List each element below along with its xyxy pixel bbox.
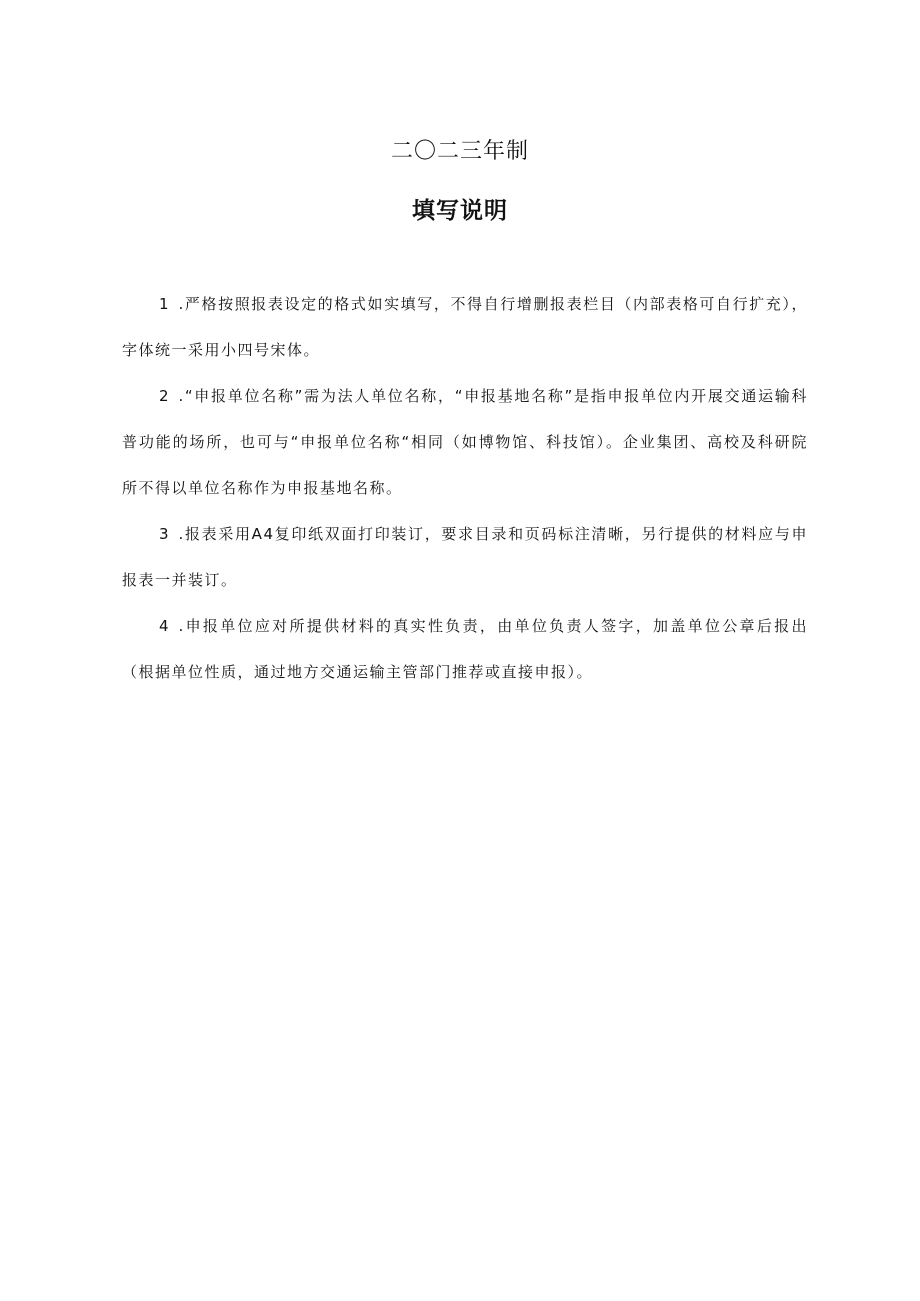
instruction-text: .严格按照报表设定的格式如实填写，不得自行增删报表栏目（内部表格可自行扩充），字体统一采用小四号宋体。 bbox=[122, 295, 808, 359]
instruction-number: 4 bbox=[159, 617, 169, 635]
instruction-item-4 bbox=[122, 603, 808, 695]
instruction-item-3 bbox=[122, 511, 808, 603]
instruction-item-1 bbox=[122, 281, 808, 373]
instruction-text: .报表采用A4复印纸双面打印装订，要求目录和页码标注清晰，另行提供的材料应与申报表一并装订。 bbox=[122, 525, 808, 589]
instruction-number: 3 bbox=[159, 525, 169, 543]
instruction-list bbox=[122, 281, 808, 695]
instruction-text: .“申报单位名称”需为法人单位名称，“申报基地名称”是指申报单位内开展交通运输科普功能的场所，也可与“申报单位名称“相同（如博物馆、科技馆）。企业集团、高校及科研院所不得以单位名称作为申报基地名称。 bbox=[122, 387, 808, 497]
instruction-number: 1 bbox=[159, 295, 169, 313]
year-line: 二〇二三年制 bbox=[390, 139, 529, 164]
instruction-item-2 bbox=[122, 373, 808, 511]
instruction-number: 2 bbox=[159, 387, 169, 405]
instruction-text: .申报单位应对所提供材料的真实性负责，由单位负责人签字，加盖单位公章后报出（根据单位性质，通过地方交通运输主管部门推荐或直接申报）。 bbox=[122, 617, 808, 681]
page-title: 填写说明 bbox=[412, 198, 508, 224]
